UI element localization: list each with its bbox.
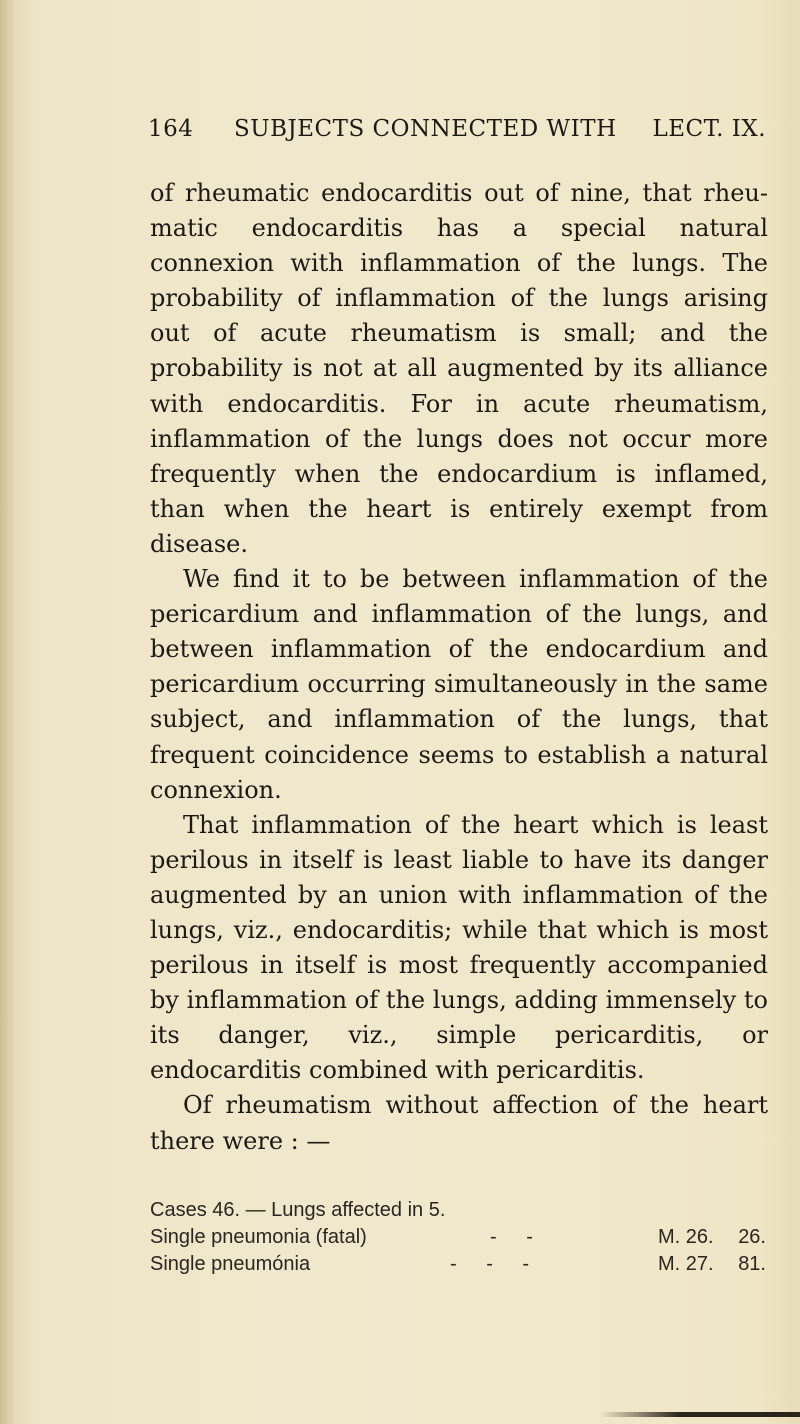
bottom-edge-shadow xyxy=(600,1412,800,1417)
case-number: 81. xyxy=(738,1253,766,1275)
case-ref: M. 27. xyxy=(658,1253,714,1275)
body-text xyxy=(150,176,768,1159)
paragraph: We find it to be between inflammation of the pericardium and inflammation of the lungs, and between inflammation of the endocardium and pericardium occurring simultaneously in the same subject, and inflammation of the lungs, that frequent coincidence seems to establish a natural connexion. xyxy=(150,565,768,804)
paragraph: of rheumatic endocarditis out of nine, that rheumatic endocarditis has a special natural connexion with inflammation of the lungs. The probability of inflammation of the lungs arising out of acute rheumatism is small; and the probability is not at all augmented by its alliance with endocarditis. For in acute rheumatism, inflammation of the lungs does not occur more frequently when the endocardium is inflamed, than when the heart is entirely exempt from disease. xyxy=(150,179,768,558)
leader-dashes: - - xyxy=(490,1226,545,1248)
lecture-label: LECT. IX. xyxy=(652,116,766,142)
case-table-heading: Cases 46. — Lungs affected in 5. xyxy=(150,1199,446,1221)
paragraph: That inflammation of the heart which is least perilous in itself is least liable to have its danger augmented by an union with inflammation of the lungs, viz., endocarditis; while that which is most perilous in itself is most frequently accompanied by inflammation of the lungs, adding immensely to its danger, viz., simple pericarditis, or endocarditis combined with pericarditis. xyxy=(150,810,768,1085)
case-label: Single pneumónia xyxy=(150,1253,311,1275)
page-number: 164 xyxy=(148,116,194,142)
table-row xyxy=(150,1251,768,1278)
table-row xyxy=(150,1224,768,1251)
case-table xyxy=(150,1197,768,1278)
case-ref: M. 26. xyxy=(658,1226,714,1248)
case-label: Single pneumonia (fatal) xyxy=(150,1226,367,1248)
page-gutter-shadow xyxy=(0,0,14,1424)
paragraph: Of rheumatism without affection of the heart there were : — xyxy=(150,1091,768,1155)
running-title: SUBJECTS CONNECTED WITH xyxy=(234,116,617,142)
leader-dashes: - - - xyxy=(450,1253,542,1275)
case-number: 26. xyxy=(738,1226,766,1248)
